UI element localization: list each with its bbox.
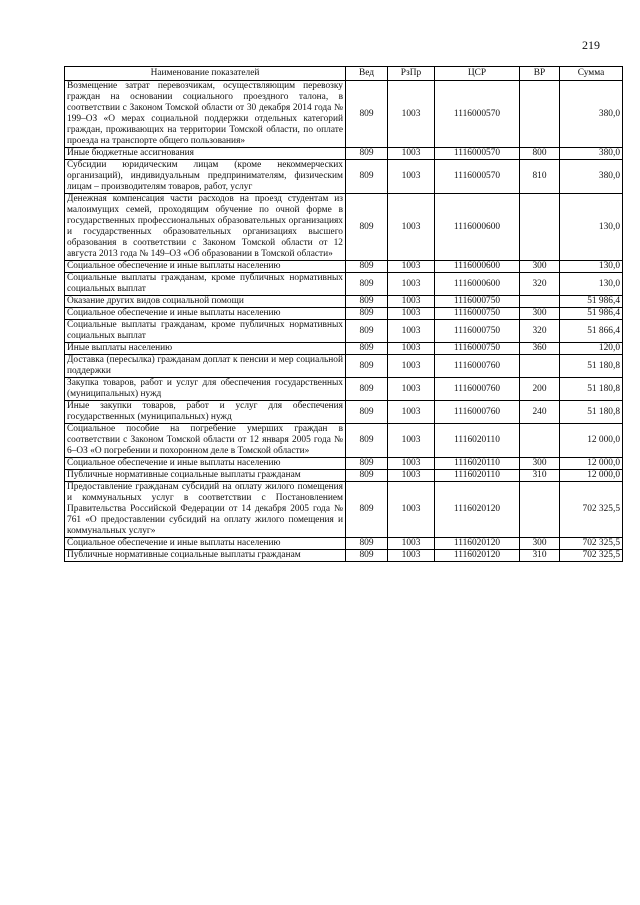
table-row xyxy=(65,424,623,458)
cell-csr: 1116020110 xyxy=(435,424,520,458)
cell-csr: 1116020120 xyxy=(435,538,520,550)
cell-csr: 1116020110 xyxy=(435,470,520,482)
cell-csr: 1116000760 xyxy=(435,401,520,424)
cell-name: Социальные выплаты гражданам, кроме публичных нормативных социальных выплат xyxy=(65,273,346,296)
cell-vr: 300 xyxy=(520,261,560,273)
cell-ved: 809 xyxy=(346,261,388,273)
table-row xyxy=(65,261,623,273)
cell-vr: 240 xyxy=(520,401,560,424)
header-ved: Вед xyxy=(346,67,388,81)
table-row xyxy=(65,482,623,538)
table-body xyxy=(65,81,623,562)
cell-ved: 809 xyxy=(346,458,388,470)
cell-name: Предоставление гражданам субсидий на оплату жилого помещения и коммунальных услуг в соответствии с Постановлением Правительства Российской Федерации от 14 декабря 2005 года № 761 «О предоставлении субсидий на оплату жилого помещения и коммунальных услуг» xyxy=(65,482,346,538)
cell-csr: 1116020110 xyxy=(435,458,520,470)
cell-rzpr: 1003 xyxy=(388,81,435,148)
header-csr: ЦСР xyxy=(435,67,520,81)
header-name: Наименование показателей xyxy=(65,67,346,81)
cell-name: Социальное обеспечение и иные выплаты населению xyxy=(65,538,346,550)
cell-name: Иные выплаты населению xyxy=(65,343,346,355)
cell-csr: 1116000760 xyxy=(435,355,520,378)
cell-rzpr: 1003 xyxy=(388,273,435,296)
cell-sum: 51 180,8 xyxy=(560,355,623,378)
cell-ved: 809 xyxy=(346,343,388,355)
cell-csr: 1116000570 xyxy=(435,148,520,160)
table-row xyxy=(65,148,623,160)
cell-rzpr: 1003 xyxy=(388,343,435,355)
cell-name: Оказание других видов социальной помощи xyxy=(65,296,346,308)
table-row xyxy=(65,401,623,424)
table-row xyxy=(65,470,623,482)
table-row xyxy=(65,273,623,296)
header-vr: ВР xyxy=(520,67,560,81)
cell-name: Социальное обеспечение и иные выплаты населению xyxy=(65,261,346,273)
cell-vr: 300 xyxy=(520,458,560,470)
cell-vr: 310 xyxy=(520,470,560,482)
cell-rzpr: 1003 xyxy=(388,148,435,160)
cell-name: Иные закупки товаров, работ и услуг для обеспечения государственных (муниципальных) нужд xyxy=(65,401,346,424)
cell-rzpr: 1003 xyxy=(388,355,435,378)
cell-sum: 130,0 xyxy=(560,261,623,273)
table-header-row xyxy=(65,67,623,81)
cell-sum: 130,0 xyxy=(560,194,623,261)
cell-rzpr: 1003 xyxy=(388,296,435,308)
cell-rzpr: 1003 xyxy=(388,261,435,273)
cell-name: Социальное пособие на погребение умерших граждан в соответствии с Законом Томской области от 12 января 2005 года № 6–ОЗ «О погребении и похоронном деле в Томской области» xyxy=(65,424,346,458)
cell-rzpr: 1003 xyxy=(388,401,435,424)
cell-name: Публичные нормативные социальные выплаты гражданам xyxy=(65,470,346,482)
cell-vr xyxy=(520,355,560,378)
header-rzpr: РзПр xyxy=(388,67,435,81)
cell-sum: 130,0 xyxy=(560,273,623,296)
cell-sum: 51 866,4 xyxy=(560,320,623,343)
cell-ved: 809 xyxy=(346,424,388,458)
cell-csr: 1116000600 xyxy=(435,273,520,296)
cell-rzpr: 1003 xyxy=(388,550,435,562)
table-row xyxy=(65,296,623,308)
cell-name: Социальные выплаты гражданам, кроме публичных нормативных социальных выплат xyxy=(65,320,346,343)
cell-name: Социальное обеспечение и иные выплаты населению xyxy=(65,458,346,470)
cell-ved: 809 xyxy=(346,194,388,261)
table-row xyxy=(65,458,623,470)
cell-sum: 51 986,4 xyxy=(560,308,623,320)
table-row xyxy=(65,194,623,261)
header-sum: Сумма xyxy=(560,67,623,81)
table-row xyxy=(65,81,623,148)
cell-rzpr: 1003 xyxy=(388,470,435,482)
cell-csr: 1116020120 xyxy=(435,550,520,562)
cell-vr xyxy=(520,81,560,148)
cell-csr: 1116000570 xyxy=(435,160,520,194)
cell-ved: 809 xyxy=(346,538,388,550)
cell-ved: 809 xyxy=(346,296,388,308)
table-row xyxy=(65,355,623,378)
table-row xyxy=(65,320,623,343)
cell-vr: 360 xyxy=(520,343,560,355)
cell-name: Публичные нормативные социальные выплаты гражданам xyxy=(65,550,346,562)
table-row xyxy=(65,378,623,401)
cell-ved: 809 xyxy=(346,308,388,320)
cell-rzpr: 1003 xyxy=(388,308,435,320)
cell-vr: 300 xyxy=(520,538,560,550)
cell-name: Социальное обеспечение и иные выплаты населению xyxy=(65,308,346,320)
cell-vr: 320 xyxy=(520,273,560,296)
cell-csr: 1116020120 xyxy=(435,482,520,538)
cell-vr xyxy=(520,424,560,458)
cell-sum: 702 325,5 xyxy=(560,482,623,538)
table-row xyxy=(65,538,623,550)
cell-name: Субсидии юридическим лицам (кроме некоммерческих организаций), индивидуальным предпринимателям, физическим лицам – производителям товаров, работ, услуг xyxy=(65,160,346,194)
cell-ved: 809 xyxy=(346,401,388,424)
budget-table xyxy=(64,66,623,562)
cell-vr xyxy=(520,194,560,261)
cell-name: Возмещение затрат перевозчикам, осуществляющим перевозку граждан на основании социального проездного талона, в соответствии с Законом Томской области от 30 декабря 2014 года № 199–ОЗ «О мерах социальной поддержки отдельных категорий граждан, проживающих на территории Томской области, по оплате проезда на транспорте общего пользования» xyxy=(65,81,346,148)
cell-sum: 380,0 xyxy=(560,160,623,194)
cell-sum: 702 325,5 xyxy=(560,538,623,550)
cell-vr: 320 xyxy=(520,320,560,343)
cell-rzpr: 1003 xyxy=(388,378,435,401)
cell-name: Закупка товаров, работ и услуг для обеспечения государственных (муниципальных) нужд xyxy=(65,378,346,401)
cell-name: Доставка (пересылка) гражданам доплат к пенсии и мер социальной поддержки xyxy=(65,355,346,378)
cell-rzpr: 1003 xyxy=(388,194,435,261)
cell-sum: 12 000,0 xyxy=(560,424,623,458)
cell-csr: 1116000760 xyxy=(435,378,520,401)
table-row xyxy=(65,160,623,194)
cell-vr: 200 xyxy=(520,378,560,401)
cell-sum: 702 325,5 xyxy=(560,550,623,562)
cell-ved: 809 xyxy=(346,320,388,343)
cell-rzpr: 1003 xyxy=(388,320,435,343)
cell-csr: 1116000600 xyxy=(435,261,520,273)
page-number: 219 xyxy=(582,38,600,52)
cell-csr: 1116000750 xyxy=(435,308,520,320)
cell-ved: 809 xyxy=(346,355,388,378)
cell-sum: 51 180,8 xyxy=(560,401,623,424)
cell-sum: 51 986,4 xyxy=(560,296,623,308)
cell-vr: 310 xyxy=(520,550,560,562)
cell-vr xyxy=(520,296,560,308)
cell-ved: 809 xyxy=(346,160,388,194)
cell-csr: 1116000750 xyxy=(435,320,520,343)
cell-rzpr: 1003 xyxy=(388,538,435,550)
cell-rzpr: 1003 xyxy=(388,458,435,470)
cell-sum: 12 000,0 xyxy=(560,458,623,470)
cell-sum: 120,0 xyxy=(560,343,623,355)
cell-sum: 51 180,8 xyxy=(560,378,623,401)
cell-sum: 380,0 xyxy=(560,148,623,160)
cell-vr: 800 xyxy=(520,148,560,160)
cell-ved: 809 xyxy=(346,550,388,562)
cell-rzpr: 1003 xyxy=(388,160,435,194)
cell-csr: 1116000750 xyxy=(435,343,520,355)
cell-rzpr: 1003 xyxy=(388,424,435,458)
cell-name: Иные бюджетные ассигнования xyxy=(65,148,346,160)
cell-sum: 12 000,0 xyxy=(560,470,623,482)
cell-ved: 809 xyxy=(346,470,388,482)
cell-sum: 380,0 xyxy=(560,81,623,148)
cell-name: Денежная компенсация части расходов на проезд студентам из малоимущих семей, проходящим обучение по очной форме в государственных профессиональных образовательных организациях и государственных образовательных организациях высшего образования в соответствии с Законом Томской области от 12 августа 2013 года № 149–ОЗ «Об образовании в Томской области» xyxy=(65,194,346,261)
table-row xyxy=(65,343,623,355)
cell-ved: 809 xyxy=(346,482,388,538)
cell-vr: 810 xyxy=(520,160,560,194)
cell-ved: 809 xyxy=(346,273,388,296)
cell-rzpr: 1003 xyxy=(388,482,435,538)
cell-ved: 809 xyxy=(346,378,388,401)
table-row xyxy=(65,550,623,562)
cell-ved: 809 xyxy=(346,81,388,148)
cell-csr: 1116000750 xyxy=(435,296,520,308)
cell-csr: 1116000600 xyxy=(435,194,520,261)
cell-csr: 1116000570 xyxy=(435,81,520,148)
cell-vr xyxy=(520,482,560,538)
cell-ved: 809 xyxy=(346,148,388,160)
table-row xyxy=(65,308,623,320)
cell-vr: 300 xyxy=(520,308,560,320)
